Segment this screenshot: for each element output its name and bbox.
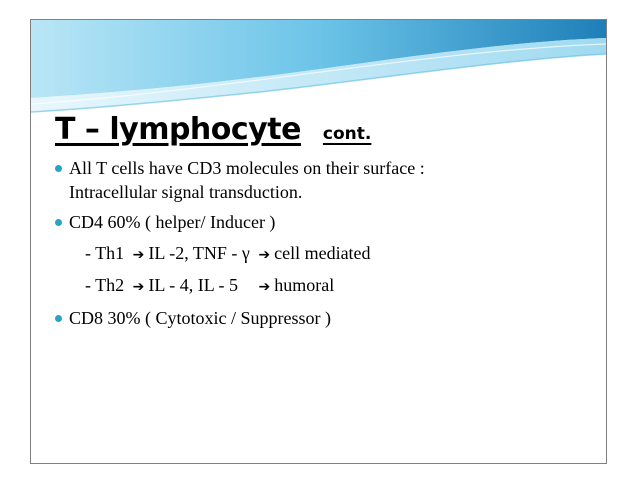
bullet-text-continued: Intracellular signal transduction. [69, 181, 303, 202]
right-arrow-icon: ➔ [258, 279, 271, 295]
sub-item-text [55, 242, 585, 268]
sub-item-result: cell mediated [274, 242, 371, 263]
sub-item-cytokines: IL -2, TNF - γ [148, 242, 250, 263]
sub-item-label: - Th1 [85, 242, 125, 263]
title-main: T – lymphocyte [55, 112, 301, 147]
sub-item-label: - Th2 [85, 275, 125, 295]
bullet-item [55, 307, 585, 331]
bullet-text: CD4 60% ( helper/ Inducer ) [69, 212, 276, 232]
bullet-text: CD8 30% ( Cytotoxic / Suppressor ) [69, 307, 331, 328]
slide-title [55, 112, 371, 147]
right-arrow-icon: ➔ [258, 246, 271, 263]
bullet-item [55, 211, 585, 235]
sub-item [55, 242, 585, 268]
bullet-dot-icon [55, 165, 62, 172]
bullet-dot-icon [55, 219, 62, 226]
sub-item [55, 274, 585, 300]
right-arrow-icon: ➔ [132, 246, 145, 263]
bullet-dot-icon [55, 315, 62, 322]
sub-item-result: humoral [274, 275, 335, 295]
slide [30, 19, 607, 464]
bullet-item [55, 157, 585, 204]
sub-item-cytokines: IL - 4, IL - 5 [148, 275, 239, 295]
content [55, 157, 585, 330]
title-suffix: cont. [322, 124, 372, 144]
right-arrow-icon: ➔ [132, 279, 145, 295]
bullet-text: All T cells have CD3 molecules on their surface : [69, 158, 425, 178]
sub-item-text [55, 274, 585, 300]
